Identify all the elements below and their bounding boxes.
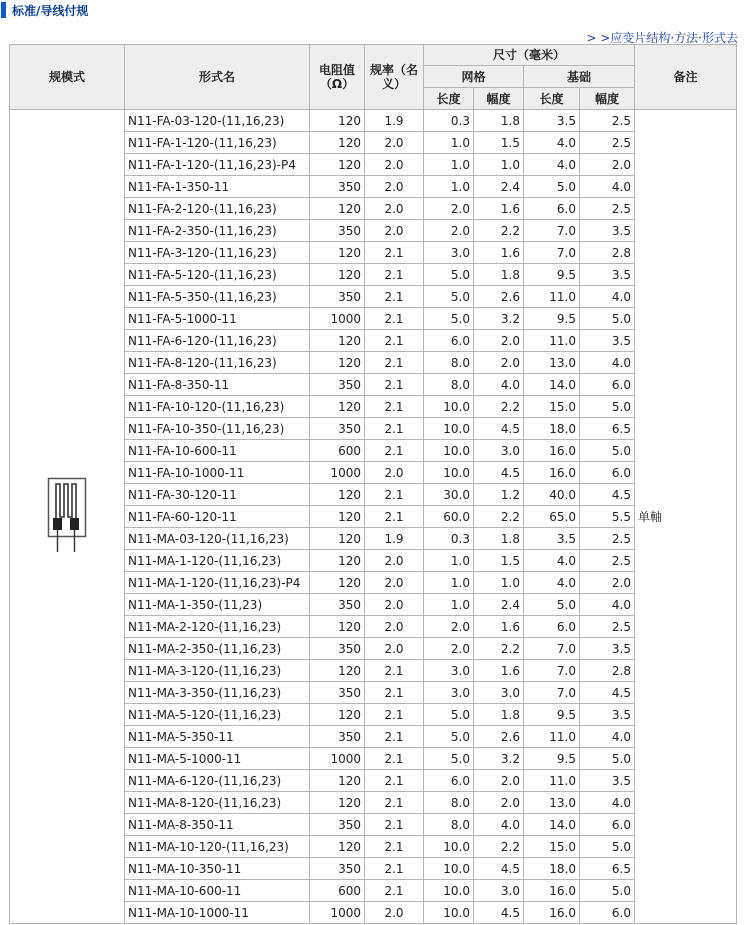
gauge-factor-cell: 2.1 — [365, 814, 424, 836]
header-gauge-factor: 规率（名义） — [365, 45, 424, 110]
grid-length-cell: 1.0 — [424, 572, 474, 594]
model-name-cell: N11-FA-03-120-(11,16,23) — [125, 110, 310, 132]
resistance-cell: 350 — [310, 638, 365, 660]
grid-width-cell: 4.0 — [474, 374, 524, 396]
base-length-cell: 18.0 — [524, 418, 580, 440]
resistance-cell: 350 — [310, 594, 365, 616]
base-width-cell: 2.5 — [580, 550, 635, 572]
resistance-cell: 120 — [310, 484, 365, 506]
resistance-cell: 600 — [310, 440, 365, 462]
base-width-cell: 2.0 — [580, 154, 635, 176]
base-width-cell: 2.5 — [580, 132, 635, 154]
gauge-factor-cell: 2.0 — [365, 638, 424, 660]
base-width-cell: 2.5 — [580, 528, 635, 550]
base-length-cell: 14.0 — [524, 814, 580, 836]
base-width-cell: 5.0 — [580, 880, 635, 902]
gauge-factor-cell: 2.1 — [365, 836, 424, 858]
base-length-cell: 7.0 — [524, 682, 580, 704]
gauge-factor-cell: 2.0 — [365, 462, 424, 484]
grid-length-cell: 2.0 — [424, 220, 474, 242]
gauge-factor-cell: 2.1 — [365, 704, 424, 726]
base-width-cell: 3.5 — [580, 264, 635, 286]
grid-width-cell: 4.0 — [474, 814, 524, 836]
base-length-cell: 5.0 — [524, 176, 580, 198]
base-length-cell: 15.0 — [524, 396, 580, 418]
model-name-cell: N11-FA-1-120-(11,16,23) — [125, 132, 310, 154]
base-length-cell: 7.0 — [524, 638, 580, 660]
base-length-cell: 7.0 — [524, 242, 580, 264]
pattern-image-cell — [10, 110, 125, 924]
grid-length-cell: 5.0 — [424, 748, 474, 770]
resistance-cell: 350 — [310, 286, 365, 308]
base-width-cell: 3.5 — [580, 770, 635, 792]
grid-width-cell: 4.5 — [474, 462, 524, 484]
grid-width-cell: 1.6 — [474, 660, 524, 682]
grid-length-cell: 3.0 — [424, 660, 474, 682]
model-name-cell: N11-FA-8-120-(11,16,23) — [125, 352, 310, 374]
base-length-cell: 9.5 — [524, 748, 580, 770]
grid-width-cell: 2.2 — [474, 506, 524, 528]
grid-width-cell: 1.5 — [474, 550, 524, 572]
resistance-cell: 350 — [310, 220, 365, 242]
resistance-cell: 350 — [310, 176, 365, 198]
resistance-cell: 120 — [310, 506, 365, 528]
grid-width-cell: 2.0 — [474, 770, 524, 792]
model-name-cell: N11-MA-3-350-(11,16,23) — [125, 682, 310, 704]
gauge-factor-cell: 2.1 — [365, 880, 424, 902]
base-width-cell: 6.0 — [580, 902, 635, 924]
header-resistance: 电阻值（Ω） — [310, 45, 365, 110]
grid-width-cell: 3.0 — [474, 880, 524, 902]
grid-width-cell: 1.6 — [474, 242, 524, 264]
grid-length-cell: 60.0 — [424, 506, 474, 528]
grid-length-cell: 1.0 — [424, 176, 474, 198]
resistance-cell: 120 — [310, 352, 365, 374]
gauge-factor-cell: 1.9 — [365, 110, 424, 132]
header-base-width: 幅度 — [580, 88, 635, 110]
gauge-factor-cell: 2.1 — [365, 418, 424, 440]
grid-length-cell: 5.0 — [424, 286, 474, 308]
model-name-cell: N11-MA-8-120-(11,16,23) — [125, 792, 310, 814]
resistance-cell: 120 — [310, 792, 365, 814]
section-marker — [1, 2, 6, 18]
grid-length-cell: 1.0 — [424, 594, 474, 616]
base-width-cell: 4.5 — [580, 484, 635, 506]
grid-width-cell: 1.6 — [474, 198, 524, 220]
resistance-cell: 120 — [310, 110, 365, 132]
resistance-cell: 350 — [310, 418, 365, 440]
resistance-cell: 350 — [310, 726, 365, 748]
grid-width-cell: 3.0 — [474, 682, 524, 704]
model-name-cell: N11-FA-2-120-(11,16,23) — [125, 198, 310, 220]
base-width-cell: 6.0 — [580, 374, 635, 396]
model-name-cell: N11-MA-10-1000-11 — [125, 902, 310, 924]
grid-length-cell: 3.0 — [424, 682, 474, 704]
grid-length-cell: 10.0 — [424, 858, 474, 880]
grid-width-cell: 1.8 — [474, 528, 524, 550]
base-width-cell: 2.5 — [580, 616, 635, 638]
base-width-cell: 6.5 — [580, 418, 635, 440]
base-width-cell: 2.5 — [580, 198, 635, 220]
section-header — [0, 0, 750, 20]
base-width-cell: 5.0 — [580, 748, 635, 770]
grid-width-cell: 1.0 — [474, 154, 524, 176]
base-width-cell: 5.0 — [580, 396, 635, 418]
gauge-factor-cell: 2.1 — [365, 352, 424, 374]
model-name-cell: N11-MA-10-600-11 — [125, 880, 310, 902]
base-width-cell: 4.0 — [580, 594, 635, 616]
base-width-cell: 2.5 — [580, 110, 635, 132]
grid-width-cell: 1.5 — [474, 132, 524, 154]
gauge-factor-cell: 2.0 — [365, 154, 424, 176]
model-name-cell: N11-MA-5-120-(11,16,23) — [125, 704, 310, 726]
base-length-cell: 7.0 — [524, 660, 580, 682]
base-length-cell: 11.0 — [524, 726, 580, 748]
grid-width-cell: 1.6 — [474, 616, 524, 638]
model-name-cell: N11-MA-03-120-(11,16,23) — [125, 528, 310, 550]
gauge-factor-cell: 2.1 — [365, 748, 424, 770]
resistance-cell: 120 — [310, 836, 365, 858]
grid-length-cell: 8.0 — [424, 814, 474, 836]
gauge-factor-cell: 2.0 — [365, 198, 424, 220]
base-length-cell: 6.0 — [524, 616, 580, 638]
gauge-factor-cell: 2.1 — [365, 396, 424, 418]
model-name-cell: N11-MA-2-120-(11,16,23) — [125, 616, 310, 638]
gauge-factor-cell: 2.1 — [365, 440, 424, 462]
grid-length-cell: 6.0 — [424, 330, 474, 352]
base-length-cell: 6.0 — [524, 198, 580, 220]
grid-width-cell: 3.2 — [474, 748, 524, 770]
grid-width-cell: 2.0 — [474, 352, 524, 374]
resistance-cell: 120 — [310, 572, 365, 594]
grid-length-cell: 5.0 — [424, 264, 474, 286]
model-name-cell: N11-FA-3-120-(11,16,23) — [125, 242, 310, 264]
base-length-cell: 16.0 — [524, 462, 580, 484]
header-pattern-type: 规模式 — [10, 45, 125, 110]
model-name-cell: N11-FA-6-120-(11,16,23) — [125, 330, 310, 352]
gauge-factor-cell: 2.0 — [365, 594, 424, 616]
gauge-factor-cell: 2.0 — [365, 550, 424, 572]
spec-table-body — [10, 110, 737, 924]
resistance-cell: 350 — [310, 374, 365, 396]
base-width-cell: 4.0 — [580, 352, 635, 374]
grid-length-cell: 1.0 — [424, 154, 474, 176]
base-length-cell: 18.0 — [524, 858, 580, 880]
resistance-cell: 350 — [310, 682, 365, 704]
grid-width-cell: 4.5 — [474, 902, 524, 924]
grid-width-cell: 4.5 — [474, 418, 524, 440]
gauge-factor-cell: 2.1 — [365, 264, 424, 286]
base-length-cell: 15.0 — [524, 836, 580, 858]
gauge-factor-cell: 2.0 — [365, 132, 424, 154]
model-name-cell: N11-FA-10-120-(11,16,23) — [125, 396, 310, 418]
base-width-cell: 6.0 — [580, 462, 635, 484]
base-length-cell: 9.5 — [524, 264, 580, 286]
base-length-cell: 9.5 — [524, 308, 580, 330]
resistance-cell: 1000 — [310, 462, 365, 484]
base-length-cell: 11.0 — [524, 286, 580, 308]
gauge-factor-cell: 2.1 — [365, 242, 424, 264]
base-length-cell: 13.0 — [524, 792, 580, 814]
gauge-factor-cell: 2.1 — [365, 660, 424, 682]
base-length-cell: 5.0 — [524, 594, 580, 616]
header-grid-length: 长度 — [424, 88, 474, 110]
grid-width-cell: 2.2 — [474, 396, 524, 418]
grid-width-cell: 1.2 — [474, 484, 524, 506]
model-name-cell: N11-FA-5-120-(11,16,23) — [125, 264, 310, 286]
grid-length-cell: 2.0 — [424, 198, 474, 220]
model-name-cell: N11-MA-1-120-(11,16,23)-P4 — [125, 572, 310, 594]
gauge-factor-cell: 2.1 — [365, 374, 424, 396]
base-width-cell: 5.0 — [580, 308, 635, 330]
grid-length-cell: 1.0 — [424, 550, 474, 572]
resistance-cell: 350 — [310, 858, 365, 880]
grid-width-cell: 2.0 — [474, 330, 524, 352]
gauge-factor-cell: 2.0 — [365, 572, 424, 594]
grid-length-cell: 2.0 — [424, 616, 474, 638]
grid-length-cell: 3.0 — [424, 242, 474, 264]
grid-length-cell: 10.0 — [424, 836, 474, 858]
gauge-factor-cell: 2.0 — [365, 220, 424, 242]
base-length-cell: 14.0 — [524, 374, 580, 396]
grid-width-cell: 2.6 — [474, 286, 524, 308]
header-base: 基础 — [524, 66, 635, 88]
model-name-cell: N11-FA-30-120-11 — [125, 484, 310, 506]
resistance-cell: 120 — [310, 132, 365, 154]
model-name-cell: N11-MA-8-350-11 — [125, 814, 310, 836]
model-name-cell: N11-MA-10-350-11 — [125, 858, 310, 880]
gauge-factor-cell: 2.1 — [365, 682, 424, 704]
model-name-cell: N11-MA-5-1000-11 — [125, 748, 310, 770]
grid-length-cell: 0.3 — [424, 110, 474, 132]
base-width-cell: 3.5 — [580, 704, 635, 726]
base-length-cell: 40.0 — [524, 484, 580, 506]
header-remarks: 备注 — [635, 45, 737, 110]
model-name-cell: N11-FA-5-1000-11 — [125, 308, 310, 330]
grid-length-cell: 2.0 — [424, 638, 474, 660]
grid-length-cell: 10.0 — [424, 396, 474, 418]
resistance-cell: 120 — [310, 528, 365, 550]
gauge-factor-cell: 2.1 — [365, 726, 424, 748]
grid-length-cell: 8.0 — [424, 352, 474, 374]
base-length-cell: 65.0 — [524, 506, 580, 528]
grid-length-cell: 5.0 — [424, 308, 474, 330]
model-name-cell: N11-FA-2-350-(11,16,23) — [125, 220, 310, 242]
gauge-factor-cell: 2.1 — [365, 506, 424, 528]
base-width-cell: 3.5 — [580, 330, 635, 352]
resistance-cell: 120 — [310, 154, 365, 176]
grid-length-cell: 10.0 — [424, 440, 474, 462]
resistance-cell: 120 — [310, 616, 365, 638]
grid-length-cell: 8.0 — [424, 374, 474, 396]
grid-length-cell: 6.0 — [424, 770, 474, 792]
base-width-cell: 2.8 — [580, 242, 635, 264]
grid-width-cell: 1.8 — [474, 264, 524, 286]
grid-length-cell: 5.0 — [424, 704, 474, 726]
grid-width-cell: 2.6 — [474, 726, 524, 748]
resistance-cell: 1000 — [310, 748, 365, 770]
base-width-cell: 4.0 — [580, 792, 635, 814]
grid-length-cell: 10.0 — [424, 418, 474, 440]
remark-cell: 单軸 — [635, 110, 737, 924]
model-name-cell: N11-FA-1-350-11 — [125, 176, 310, 198]
model-name-cell: N11-FA-8-350-11 — [125, 374, 310, 396]
base-length-cell: 13.0 — [524, 352, 580, 374]
base-length-cell: 4.0 — [524, 154, 580, 176]
model-name-cell: N11-FA-10-600-11 — [125, 440, 310, 462]
strain-gauge-icon — [47, 477, 87, 556]
grid-length-cell: 10.0 — [424, 462, 474, 484]
grid-length-cell: 0.3 — [424, 528, 474, 550]
base-length-cell: 9.5 — [524, 704, 580, 726]
header-model-name: 形式名 — [125, 45, 310, 110]
gauge-factor-cell: 2.1 — [365, 308, 424, 330]
grid-width-cell: 1.8 — [474, 110, 524, 132]
structure-method-link[interactable]: > >应变片结构·方法·形式去 — [586, 31, 738, 45]
gauge-factor-cell: 2.1 — [365, 330, 424, 352]
gauge-factor-cell: 2.0 — [365, 902, 424, 924]
grid-length-cell: 10.0 — [424, 880, 474, 902]
resistance-cell: 120 — [310, 198, 365, 220]
spec-table — [9, 44, 737, 924]
base-width-cell: 3.5 — [580, 220, 635, 242]
grid-width-cell: 2.4 — [474, 176, 524, 198]
gauge-factor-cell: 2.1 — [365, 858, 424, 880]
model-name-cell: N11-MA-1-350-(11,23) — [125, 594, 310, 616]
base-length-cell: 16.0 — [524, 440, 580, 462]
base-width-cell: 5.0 — [580, 836, 635, 858]
base-width-cell: 6.0 — [580, 814, 635, 836]
base-length-cell: 3.5 — [524, 110, 580, 132]
base-width-cell: 4.0 — [580, 286, 635, 308]
grid-width-cell: 2.2 — [474, 836, 524, 858]
grid-width-cell: 1.0 — [474, 572, 524, 594]
model-name-cell: N11-MA-6-120-(11,16,23) — [125, 770, 310, 792]
section-title: 标准/导线付规 — [12, 3, 89, 18]
header-dimensions: 尺寸（毫米） — [424, 45, 635, 66]
header-base-length: 长度 — [524, 88, 580, 110]
grid-width-cell: 2.2 — [474, 638, 524, 660]
grid-length-cell: 30.0 — [424, 484, 474, 506]
resistance-cell: 350 — [310, 814, 365, 836]
base-length-cell: 7.0 — [524, 220, 580, 242]
grid-width-cell: 2.2 — [474, 220, 524, 242]
model-name-cell: N11-MA-2-350-(11,16,23) — [125, 638, 310, 660]
model-name-cell: N11-MA-3-120-(11,16,23) — [125, 660, 310, 682]
model-name-cell: N11-FA-10-350-(11,16,23) — [125, 418, 310, 440]
base-width-cell: 4.5 — [580, 682, 635, 704]
grid-width-cell: 2.0 — [474, 792, 524, 814]
base-width-cell: 4.0 — [580, 176, 635, 198]
gauge-factor-cell: 2.1 — [365, 286, 424, 308]
table-row — [10, 110, 737, 132]
grid-length-cell: 10.0 — [424, 902, 474, 924]
model-name-cell: N11-MA-5-350-11 — [125, 726, 310, 748]
resistance-cell: 120 — [310, 660, 365, 682]
base-width-cell: 2.8 — [580, 660, 635, 682]
grid-length-cell: 5.0 — [424, 726, 474, 748]
base-width-cell: 4.0 — [580, 726, 635, 748]
gauge-factor-cell: 2.1 — [365, 484, 424, 506]
base-length-cell: 4.0 — [524, 550, 580, 572]
resistance-cell: 1000 — [310, 308, 365, 330]
gauge-factor-cell: 2.0 — [365, 176, 424, 198]
resistance-cell: 1000 — [310, 902, 365, 924]
base-width-cell: 6.5 — [580, 858, 635, 880]
gauge-factor-cell: 2.0 — [365, 616, 424, 638]
model-name-cell: N11-FA-60-120-11 — [125, 506, 310, 528]
base-length-cell: 11.0 — [524, 770, 580, 792]
grid-width-cell: 3.0 — [474, 440, 524, 462]
model-name-cell: N11-FA-10-1000-11 — [125, 462, 310, 484]
model-name-cell: N11-FA-5-350-(11,16,23) — [125, 286, 310, 308]
base-length-cell: 11.0 — [524, 330, 580, 352]
base-width-cell: 5.0 — [580, 440, 635, 462]
base-length-cell: 16.0 — [524, 880, 580, 902]
resistance-cell: 120 — [310, 242, 365, 264]
gauge-factor-cell: 2.1 — [365, 770, 424, 792]
base-length-cell: 16.0 — [524, 902, 580, 924]
model-name-cell: N11-FA-1-120-(11,16,23)-P4 — [125, 154, 310, 176]
grid-width-cell: 3.2 — [474, 308, 524, 330]
model-name-cell: N11-MA-1-120-(11,16,23) — [125, 550, 310, 572]
grid-length-cell: 8.0 — [424, 792, 474, 814]
grid-width-cell: 2.4 — [474, 594, 524, 616]
base-length-cell: 3.5 — [524, 528, 580, 550]
header-grid-width: 幅度 — [474, 88, 524, 110]
model-name-cell: N11-MA-10-120-(11,16,23) — [125, 836, 310, 858]
gauge-factor-cell: 2.1 — [365, 792, 424, 814]
resistance-cell: 600 — [310, 880, 365, 902]
resistance-cell: 120 — [310, 330, 365, 352]
resistance-cell: 120 — [310, 770, 365, 792]
base-width-cell: 5.5 — [580, 506, 635, 528]
base-width-cell: 3.5 — [580, 638, 635, 660]
grid-length-cell: 1.0 — [424, 132, 474, 154]
resistance-cell: 120 — [310, 704, 365, 726]
grid-width-cell: 4.5 — [474, 858, 524, 880]
gauge-factor-cell: 1.9 — [365, 528, 424, 550]
header-grid: 网格 — [424, 66, 524, 88]
resistance-cell: 120 — [310, 550, 365, 572]
base-length-cell: 4.0 — [524, 572, 580, 594]
base-length-cell: 4.0 — [524, 132, 580, 154]
grid-width-cell: 1.8 — [474, 704, 524, 726]
resistance-cell: 120 — [310, 264, 365, 286]
resistance-cell: 120 — [310, 396, 365, 418]
base-width-cell: 2.0 — [580, 572, 635, 594]
